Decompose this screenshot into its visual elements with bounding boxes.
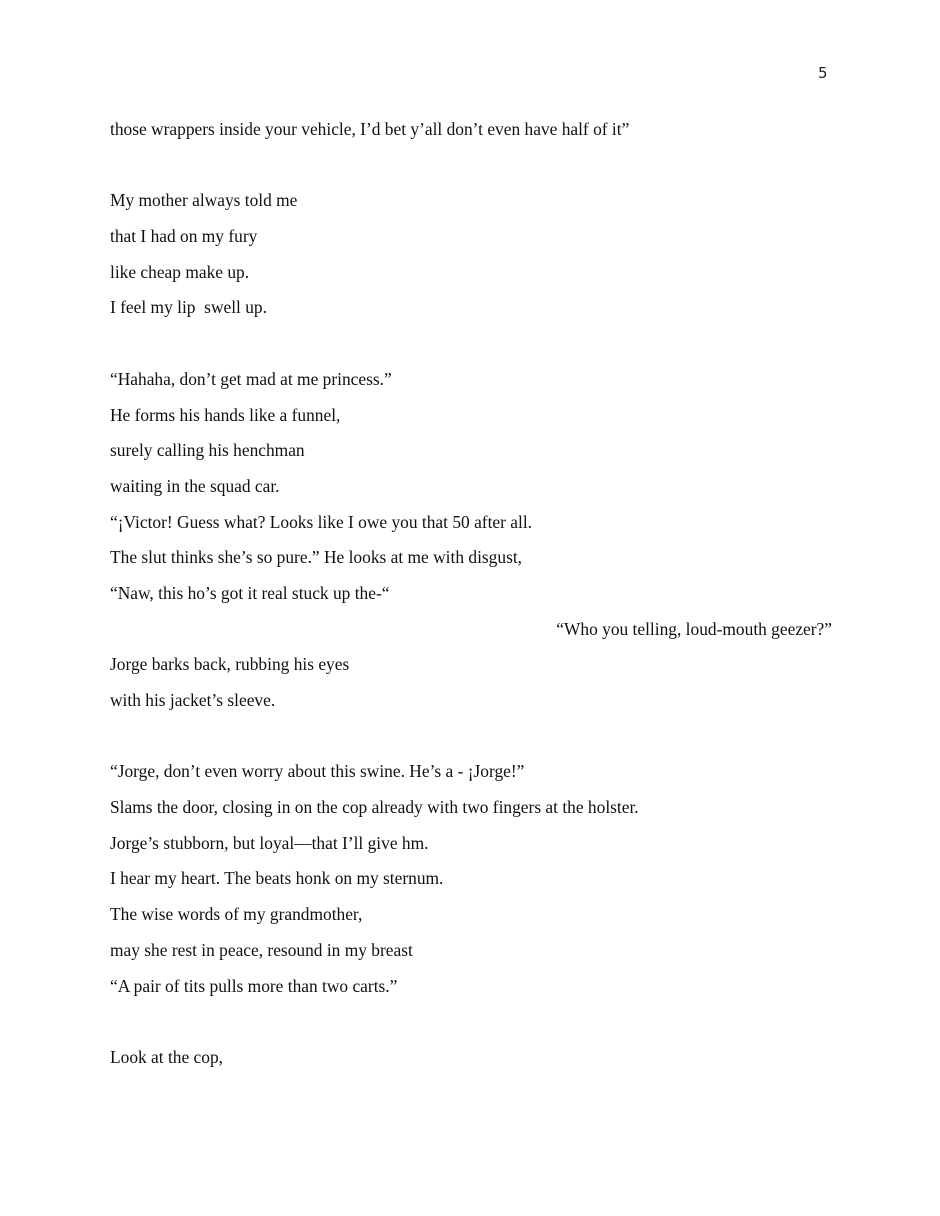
text-line: Look at the cop, — [110, 1046, 224, 1067]
text-line: “¡Victor! Guess what? Looks like I owe you that 50 after all. — [110, 511, 532, 532]
text-line: He forms his hands like a funnel, — [110, 404, 341, 425]
text-line: like cheap make up. — [110, 261, 250, 282]
text-line: “Jorge, don’t even worry about this swine. He’s a - ¡Jorge!” — [110, 761, 525, 782]
stanza-break — [110, 148, 832, 184]
text-line: “Hahaha, don’t get mad at me princess.” — [110, 368, 392, 389]
text-line: The slut thinks she’s so pure.” He looks at me with disgust, — [110, 547, 523, 568]
text-line: “A pair of tits pulls more than two carts.” — [110, 975, 398, 996]
text-line: I hear my heart. The beats honk on my sternum. — [110, 868, 444, 889]
text-line: “Naw, this ho’s got it real stuck up the-“ — [110, 582, 390, 603]
text-line: The wise words of my grandmother, — [110, 904, 363, 925]
poem-body — [110, 112, 832, 1076]
text-line: may she rest in peace, resound in my breast — [110, 939, 413, 960]
text-line: waiting in the squad car. — [110, 475, 280, 496]
text-line: Jorge barks back, rubbing his eyes — [110, 654, 350, 675]
stanza-break — [110, 1004, 832, 1040]
text-line: that I had on my fury — [110, 226, 258, 247]
stanza-break — [110, 326, 832, 362]
text-line: surely calling his henchman — [110, 440, 305, 461]
text-line: those wrappers inside your vehicle, I’d bet y’all don’t even have half of it” — [110, 119, 630, 139]
text-line-right-aligned: “Who you telling, loud-mouth geezer?” — [556, 618, 832, 639]
text-line: Jorge’s stubborn, but loyal—that I’ll give hm. — [110, 832, 429, 853]
text-line: I feel my lip swell up. — [110, 297, 267, 318]
text-line: My mother always told me — [110, 190, 298, 211]
text-line: with his jacket’s sleeve. — [110, 690, 276, 710]
text-line: Slams the door, closing in on the cop already with two fingers at the holster. — [110, 797, 639, 818]
page-number: 5 — [818, 64, 828, 82]
stanza-break — [110, 719, 832, 755]
